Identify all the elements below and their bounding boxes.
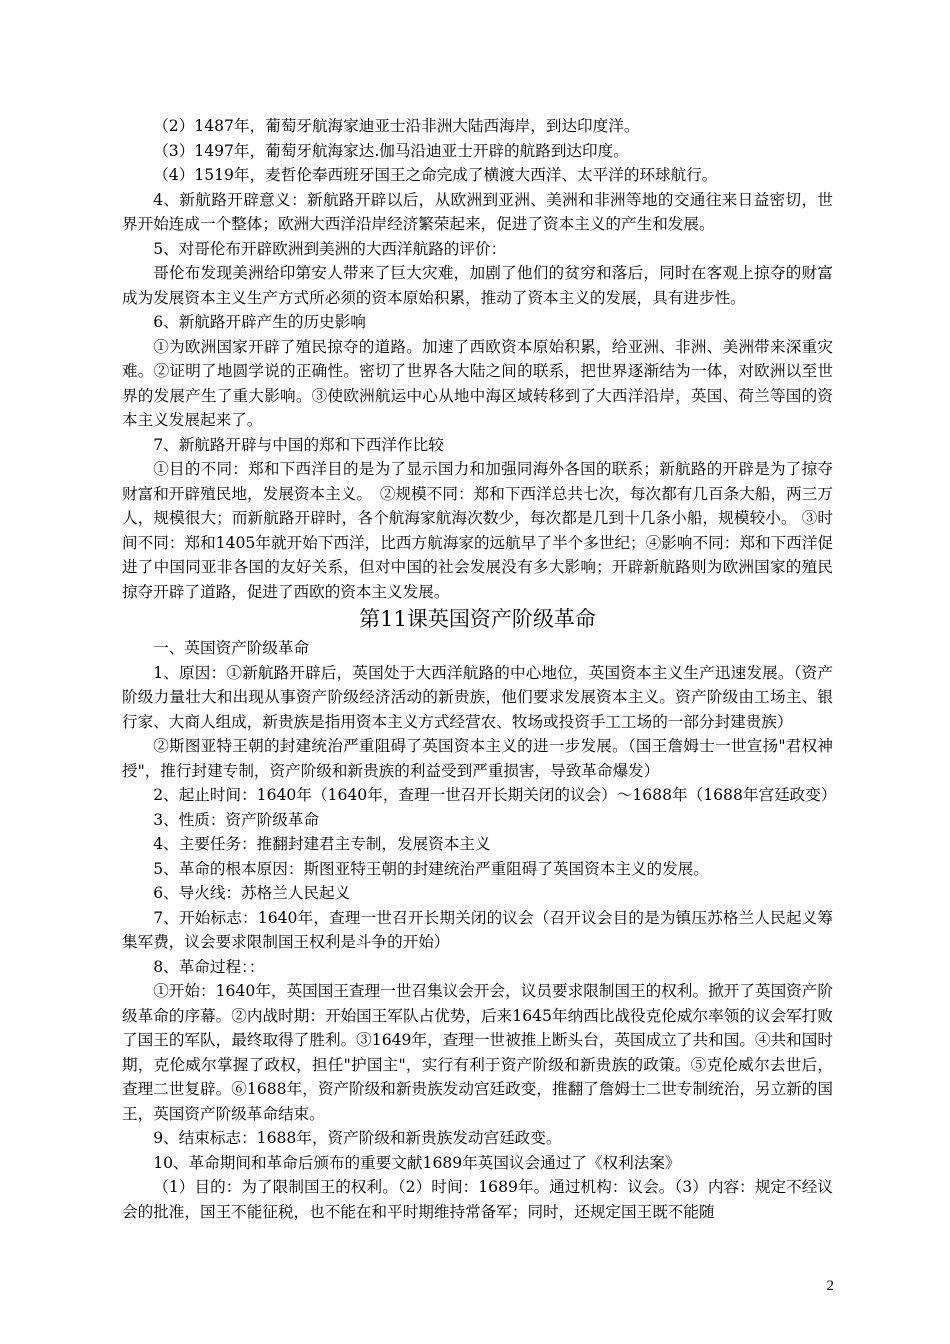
paragraph: 6、导火线：苏格兰人民起义 (153, 884, 351, 902)
paragraph: 1、原因：①新航路开辟后，英国处于大西洋航路的中心地位，英国资本主义生产迅速发展。（资产阶级力量壮大和出现从事资产阶级经济活动的新贵族，他们要求发展资本主义。资产阶级由工场主、银行家、大商人组成，新贵族是指用资本主义方式经营农、牧场或投资手工工场的一部分封建贵族） (122, 663, 833, 731)
paragraph: （4）1519年，麦哲伦奉西班牙国王之命完成了横渡大西洋、太平洋的环球航行。 (153, 166, 718, 184)
paragraph: 10、革命期间和革命后颁布的重要文献1689年英国议会通过了《权利法案》 (153, 1153, 681, 1172)
section-heading: 一、英国资产阶级革命 (153, 639, 310, 657)
page-number: 2 (826, 1278, 834, 1294)
paragraph: （2）1487年，葡萄牙航海家迪亚士沿非洲大陆西海岸，到达印度洋。 (153, 117, 640, 135)
paragraph: 5、对哥伦布开辟欧洲到美洲的大西洋航路的评价： (153, 239, 507, 258)
lesson-title: 第11课英国资产阶级革命 (359, 607, 596, 631)
paragraph: 4、主要任务：推翻封建君主专制，发展资本主义 (153, 835, 491, 853)
paragraph: 6、新航路开辟产生的历史影响 (153, 313, 366, 331)
page-body (122, 114, 837, 1224)
paragraph: 3、性质：资产阶级革命 (153, 810, 320, 829)
paragraph: ①开始：1640年，英国国王查理一世召集议会开会，议员要求限制国王的权利。掀开了英国资产阶级革命的序幕。②内战时期：开始国王军队占优势，后来1645年纳西比战役克伦威尔率领的议会军打败了国王的军队，最终取得了胜利。③1649年，查理一世被推上断头台，英国成立了共和国。④共和国时期，克伦威尔掌握了政权，担任"护国主"，实行有利于资产阶级和新贵族的政策。⑤克伦威尔去世后，查理二世复辟。⑥1688年，资产阶级和新贵族发动宫廷政变，推翻了詹姆士二世专制统治，另立新的国王，英国资产阶级革命结束。 (122, 982, 833, 1123)
paragraph: 哥伦布发现美洲给印第安人带来了巨大灾难，加剧了他们的贫穷和落后，同时在客观上掠夺的财富成为发展资本主义生产方式所必须的资本原始积累，推动了资本主义的发展，具有进步性。 (122, 264, 833, 307)
paragraph: 9、结束标志：1688年，资产阶级和新贵族发动宫廷政变。 (153, 1129, 562, 1147)
paragraph: （1）目的：为了限制国王的权利。（2）时间：1689年。通过机构：议会。（3）内容：规定不经议会的批准，国王不能征税，也不能在和平时期维持常备军；同时，还规定国王既不能随 (122, 1178, 833, 1221)
paragraph: 7、新航路开辟与中国的郑和下西洋作比较 (153, 435, 444, 454)
paragraph: 7、开始标志：1640年，查理一世召开长期关闭的议会（召开议会目的是为镇压苏格兰人民起义筹集军费，议会要求限制国王权利是斗争的开始） (122, 908, 833, 951)
paragraph: 5、革命的根本原因：斯图亚特王朝的封建统治严重阻碍了英国资本主义的发展。 (153, 859, 709, 878)
paragraph: 4、新航路开辟意义：新航路开辟以后，从欧洲到亚洲、美洲和非洲等地的交通往来日益密切，世界开始连成一个整体；欧洲大西洋沿岸经济繁荣起来，促进了资本主义的产生和发展。 (122, 190, 833, 233)
paragraph: 8、革命过程：： (153, 957, 265, 976)
paragraph: ②斯图亚特王朝的封建统治严重阻碍了英国资本主义的进一步发展。（国王詹姆士一世宣扬"君权神授"，推行封建专制，资产阶级和新贵族的利益受到严重损害，导致革命爆发） (122, 737, 833, 780)
paragraph: ①为欧洲国家开辟了殖民掠夺的道路。加速了西欧资本原始积累，给亚洲、非洲、美洲带来深重灾难。②证明了地圆学说的正确性。密切了世界各大陆之间的联系，把世界逐渐结为一体，对欧洲以至世界的发展产生了重大影响。③使欧洲航运中心从地中海区域转移到了大西洋沿岸，英国、荷兰等国的资本主义发展起来了。 (122, 337, 833, 429)
paragraph: （3）1497年，葡萄牙航海家达.伽马沿迪亚士开辟的航路到达印度。 (153, 141, 629, 160)
paragraph: 2、起止时间：1640年（1640年，查理一世召开长期关闭的议会）～1688年（1688年宫廷政变） (153, 786, 837, 804)
paragraph: ①目的不同：郑和下西洋目的是为了显示国力和加强同海外各国的联系；新航路的开辟是为了掠夺财富和开辟殖民地，发展资本主义。 ②规模不同：郑和下西洋总共七次，每次都有几百条大船，两三万人，规模很大；而新航路开辟时，各个航海家航海次数少，每次都是几到十几条小船，规模较小。 ③时间不同：郑和1405年就开始下西洋，比西方航海家的远航早了半个多世纪；④影响不同：郑和下西洋促进了中国同亚非各国的友好关系，但对中国的社会发展没有多大影响；开辟新航路则为欧洲国家的殖民掠夺开辟了道路，促进了西欧的资本主义发展。 (122, 460, 833, 601)
